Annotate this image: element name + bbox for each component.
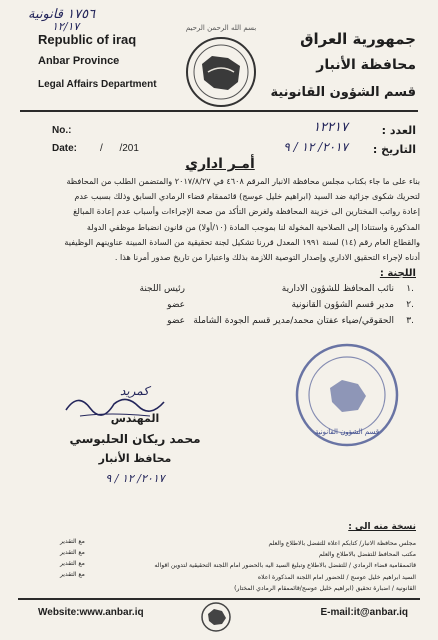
governorate-emblem — [184, 34, 258, 110]
date-label: Date: — [52, 143, 78, 154]
copies-note-4: مع التقدير — [60, 571, 85, 578]
ar-no-value: ١٢٢١٧ — [313, 120, 348, 135]
basmala-banner: بسم الله الرحمن الرحيم — [185, 24, 257, 32]
copies-note-3: مع التقدير — [60, 560, 85, 567]
copy-item: قائممقامية قضاء الرمادي / للتفضل بالاطلاع وتبليغ السيد اليه بالحضور امام اللجنة التحقيقية لتدوين اقواله — [154, 562, 416, 570]
corner-note: ١٧٥٦ قانونية — [28, 7, 96, 22]
paragraph-line: المذكورة واستنادا إلى الصلاحية المخولة لنا بموجب المادة (١٠/أولا) من قانون انضباط موظفي الدولة — [86, 221, 420, 232]
paragraph-line: إعادة رواتب المختارين الى خزينة المحافظة ولغرض التأكد من صحة الإجراءات وأسباب عدم إعادة المبالغ — [73, 206, 420, 217]
signature-position: محافظ الأنبار — [98, 452, 172, 465]
copies-list — [36, 538, 416, 594]
committee-role-1: رئيس اللجنة — [139, 284, 185, 294]
ar-date-label: التاريخ : — [372, 143, 416, 156]
signature-name: محمد ريكان الحلبوسي — [69, 432, 201, 446]
paragraph-line: بناء على ما جاء بكتاب مجلس محافظة الانبار المرقم ٤٦٠٨ في ٢٠١٧/٨/٢٧ والمتضمن الطلب من المحافظة — [66, 176, 420, 186]
committee-label: اللجنة : — [379, 268, 416, 279]
ar-no-label: العدد : — [381, 124, 416, 137]
committee-num-3: .٣ — [406, 316, 414, 326]
footer-email: E-mail:it@anbar.iq — [320, 607, 408, 618]
signature-scribble: كمريد — [120, 384, 149, 398]
paragraph-line: أدناه لإجراء التحقيق الاداري وإصدار التوصية اللازمة بذلك واعتبارا من تاريخ صدور أمرنا هذا . — [114, 252, 420, 263]
corner-note-date: ١٢/١٧ — [52, 20, 80, 33]
copy-item: السيد ابراهيم خليل عوسج / للحضور امام اللجنة المذكورة اعلاه — [257, 573, 416, 581]
ar-date-value: ٢٠١٧/ ١٢ / ٩ — [283, 140, 348, 154]
paragraph-line: لتحريك شكوى جزائية ضد السيد (ابراهيم خليل عوسج) قائممقام قضاء الرمادي السابق وذلك بسبب عدم — [74, 191, 420, 202]
header-ar-province: محافظة الأنبار — [316, 57, 416, 73]
no-label: No.: — [52, 125, 72, 136]
copies-note-1: مع التقدير — [60, 538, 85, 545]
header-en-department: Legal Affairs Department — [38, 79, 157, 90]
header-ar-title: جمهورية العراق — [300, 30, 416, 48]
copies-note-2: مع التقدير — [60, 549, 85, 556]
signature-date: ٢٠١٧/ ١٢ / ٩ — [105, 472, 165, 485]
body-paragraph — [18, 174, 420, 265]
copy-item: مكتب المحافظ للتفضل بالاطلاع والعلم — [318, 551, 416, 559]
committee-role-3: عضو — [167, 316, 185, 326]
committee-num-1: .١ — [406, 284, 414, 294]
footer-website: Website:www.anbar.iq — [38, 607, 144, 618]
committee-num-2: .٢ — [406, 300, 414, 310]
header-ar-department: قسم الشؤون القانونية — [270, 85, 416, 100]
copy-item: القانونية / اضبارة تحقيق (ابراهيم خليل عوسج/قائممقام الرمادي المختار) — [234, 584, 416, 592]
footer-emblem-icon — [196, 600, 236, 634]
stamp-text: قسم الشؤون القانونية — [314, 428, 380, 436]
copies-label: نسخة منه الى : — [348, 522, 416, 532]
paragraph-line: والقطاع العام رقم (١٤) لسنة ١٩٩١ المعدل قررنا تشكيل لجنة تحقيقية من السادة المبينة عناوينهم الوظيفية — [64, 236, 420, 247]
committee-name-2: مدير قسم الشؤون القانونية — [291, 300, 394, 310]
committee-name-3: الحقوقي/ضياء عفتان محمد/مدير قسم الجودة الشاملة — [193, 316, 394, 326]
committee-name-1: نائب المحافظ للشؤون الادارية — [281, 284, 394, 294]
signature-title: المهندس — [110, 412, 160, 425]
committee-role-2: عضو — [167, 300, 185, 310]
header-en-province: Anbar Province — [38, 55, 120, 67]
date-value: / /201 — [100, 143, 139, 154]
header-en-title: Republic of iraq — [38, 32, 137, 47]
document-title: أمـر اداري — [185, 156, 255, 172]
copy-item: مجلس محافظة الانبار/ كتابكم اعلاه للتفضل بالاطلاع والعلم — [268, 540, 416, 547]
